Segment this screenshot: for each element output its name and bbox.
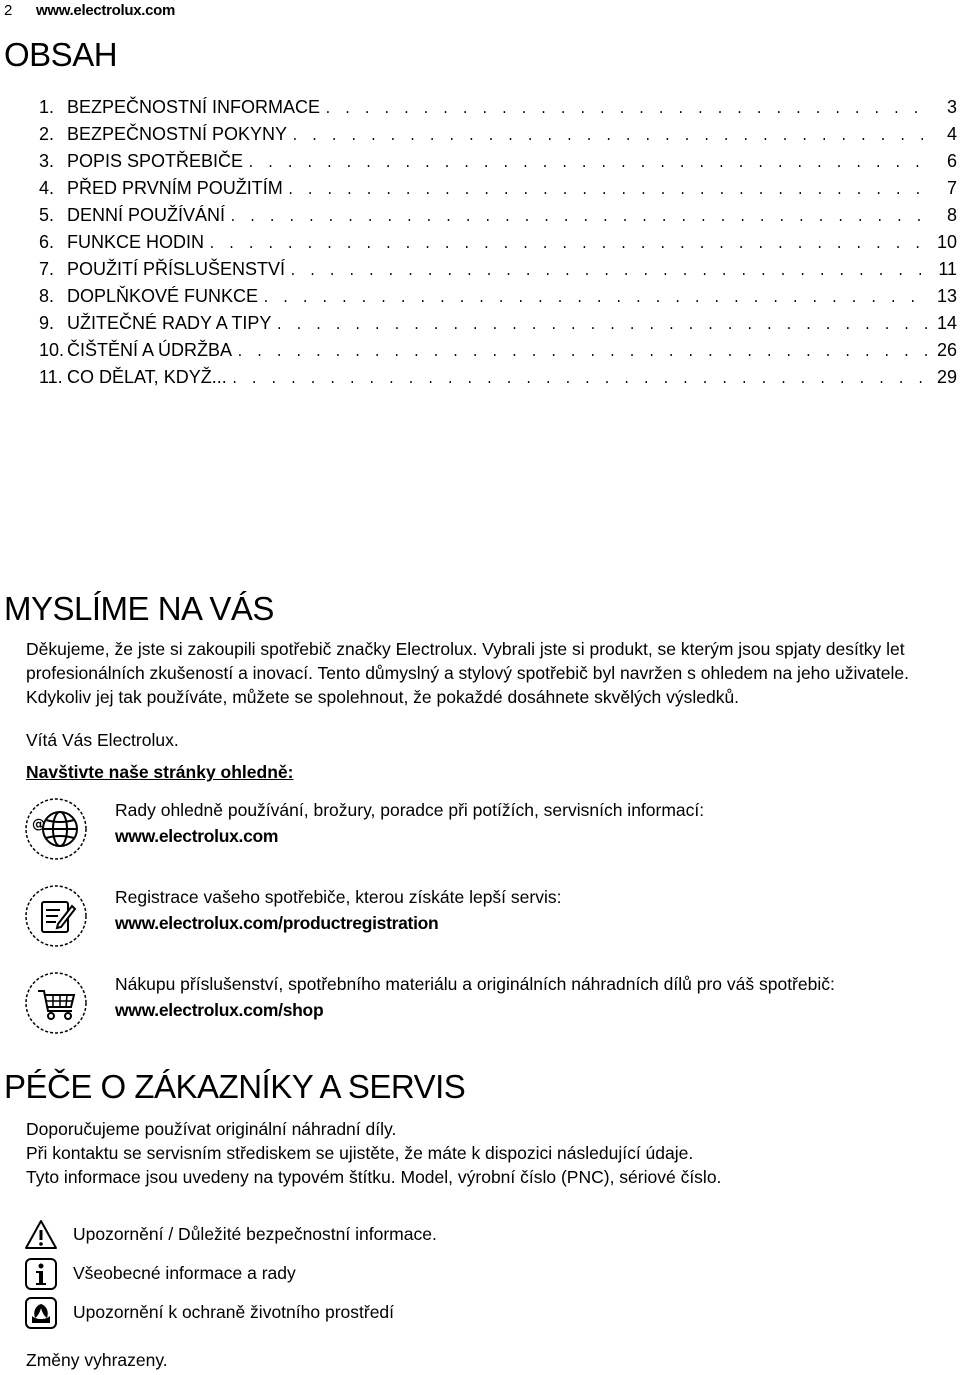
toc-item-page: 4 [946, 124, 957, 144]
toc-item-label: ČIŠTĚNÍ A ÚDRŽBA [67, 340, 233, 360]
resource-link[interactable]: www.electrolux.com/shop [115, 1000, 324, 1020]
toc-item[interactable] [39, 124, 957, 151]
environment-icon [24, 1296, 58, 1330]
resource-item [24, 797, 954, 869]
toc-leader-dots [247, 156, 929, 171]
toc-item[interactable] [39, 286, 957, 313]
toc-item-page: 8 [946, 205, 957, 225]
toc-item-number: 9. [39, 313, 55, 333]
header-url[interactable]: www.electrolux.com [36, 2, 176, 19]
care-line: Tyto informace jsou uvedeny na typovém štítku. Model, výrobní číslo (PNC), sériové číslo. [26, 1167, 722, 1187]
toc-item[interactable] [39, 178, 957, 205]
toc-item-label: DOPLŇKOVÉ FUNKCE [67, 286, 259, 306]
toc-item-page: 11 [938, 259, 957, 279]
registration-icon [24, 884, 88, 948]
toc-item-number: 3. [39, 151, 55, 171]
note-text: Upozornění / Důležité bezpečnostní informace. [73, 1224, 437, 1244]
toc-leader-dots [231, 372, 929, 387]
section-title-thinking: MYSLÍME NA VÁS [4, 590, 274, 627]
toc-item[interactable] [39, 97, 957, 124]
toc-item[interactable] [39, 367, 957, 394]
toc-item[interactable] [39, 151, 957, 178]
toc-item-page: 6 [946, 151, 957, 171]
info-icon [24, 1257, 58, 1291]
toc-item-label: PŘED PRVNÍM POUŽITÍM [67, 178, 283, 198]
resource-link[interactable]: www.electrolux.com/productregistration [115, 913, 439, 933]
resource-text: Registrace vašeho spotřebiče, kterou získáte lepší servis: [115, 887, 562, 907]
note-warning [24, 1218, 724, 1252]
changes-note: Změny vyhrazeny. [26, 1350, 168, 1370]
resource-item [24, 971, 954, 1043]
toc-item-number: 7. [39, 259, 55, 279]
toc-item-label: BEZPEČNOSTNÍ INFORMACE [67, 97, 321, 117]
note-info [24, 1257, 724, 1291]
toc-title: OBSAH [4, 36, 118, 73]
page-header [4, 2, 175, 19]
toc-item-number: 1. [39, 97, 55, 117]
resource-item [24, 884, 954, 956]
toc-item-label: FUNKCE HODIN [67, 232, 205, 252]
toc-leader-dots [262, 291, 929, 306]
thank-you-paragraph: Děkujeme, že jste si zakoupili spotřebič značky Electrolux. Vybrali jste si produkt, se kterým jsou spjaty desítky let profesionálních zkušeností a inovací. Tento důmyslný a stylový spotřebič byl navržen s ohledem na jeho uživatele. Kdykoliv jej tak používáte, můžete se spolehnout, že pokaždé dosáhnete skvělých výsledků. [26, 639, 909, 707]
toc-leader-dots [229, 210, 929, 225]
toc-item-number: 8. [39, 286, 55, 306]
care-paragraph [26, 1117, 956, 1189]
toc-item-page: 10 [936, 232, 957, 252]
shopping-cart-icon [24, 971, 88, 1035]
visit-heading: Navštivte naše stránky ohledně: [26, 762, 294, 782]
toc-item-label: CO DĚLAT, KDYŽ... [67, 367, 227, 387]
toc-item-label: DENNÍ POUŽÍVÁNÍ [67, 205, 226, 225]
note-text: Upozornění k ochraně životního prostředí [73, 1302, 395, 1322]
toc-leader-dots [208, 237, 929, 252]
toc-item-number: 2. [39, 124, 55, 144]
warning-icon [24, 1218, 58, 1252]
toc-item-page: 29 [936, 367, 957, 387]
toc-item[interactable] [39, 340, 957, 367]
table-of-contents [39, 97, 957, 394]
svg-text:@: @ [32, 817, 45, 832]
toc-item-label: UŽITEČNÉ RADY A TIPY [67, 313, 272, 333]
toc-item-page: 14 [936, 313, 957, 333]
toc-item-number: 10. [39, 340, 65, 360]
toc-leader-dots [275, 318, 929, 333]
care-line: Doporučujeme používat originální náhradní díly. [26, 1119, 397, 1139]
section-title-care: PÉČE O ZÁKAZNÍKY A SERVIS [4, 1068, 466, 1105]
toc-leader-dots [291, 129, 929, 144]
toc-leader-dots [236, 345, 929, 360]
toc-item-label: POPIS SPOTŘEBIČE [67, 151, 244, 171]
toc-item-page: 3 [946, 97, 957, 117]
toc-item-number: 11. [39, 367, 63, 387]
toc-item[interactable] [39, 313, 957, 340]
resource-text: Nákupu příslušenství, spotřebního materiálu a originálních náhradních dílů pro váš spotřebič: [115, 974, 835, 994]
toc-item-page: 13 [936, 286, 957, 306]
toc-item-label: POUŽITÍ PŘÍSLUŠENSTVÍ [67, 259, 286, 279]
globe-icon [24, 797, 88, 861]
toc-item[interactable] [39, 259, 957, 286]
toc-item-page: 7 [946, 178, 957, 198]
toc-item[interactable] [39, 205, 957, 232]
page-number: 2 [4, 2, 13, 19]
toc-item-number: 6. [39, 232, 55, 252]
resource-link[interactable]: www.electrolux.com [115, 826, 279, 846]
toc-leader-dots [324, 102, 929, 117]
welcome-text: Vítá Vás Electrolux. [26, 730, 179, 750]
note-environment [24, 1296, 724, 1330]
resource-text: Rady ohledně používání, brožury, poradce při potížích, servisních informací: [115, 800, 705, 820]
toc-leader-dots [289, 264, 929, 279]
toc-item-label: BEZPEČNOSTNÍ POKYNY [67, 124, 288, 144]
toc-item[interactable] [39, 232, 957, 259]
toc-item-number: 4. [39, 178, 55, 198]
care-line: Při kontaktu se servisním střediskem se ujistěte, že máte k dispozici následující údaje. [26, 1143, 694, 1163]
note-text: Všeobecné informace a rady [73, 1263, 296, 1283]
toc-leader-dots [287, 183, 929, 198]
toc-item-page: 26 [936, 340, 957, 360]
toc-item-number: 5. [39, 205, 55, 225]
